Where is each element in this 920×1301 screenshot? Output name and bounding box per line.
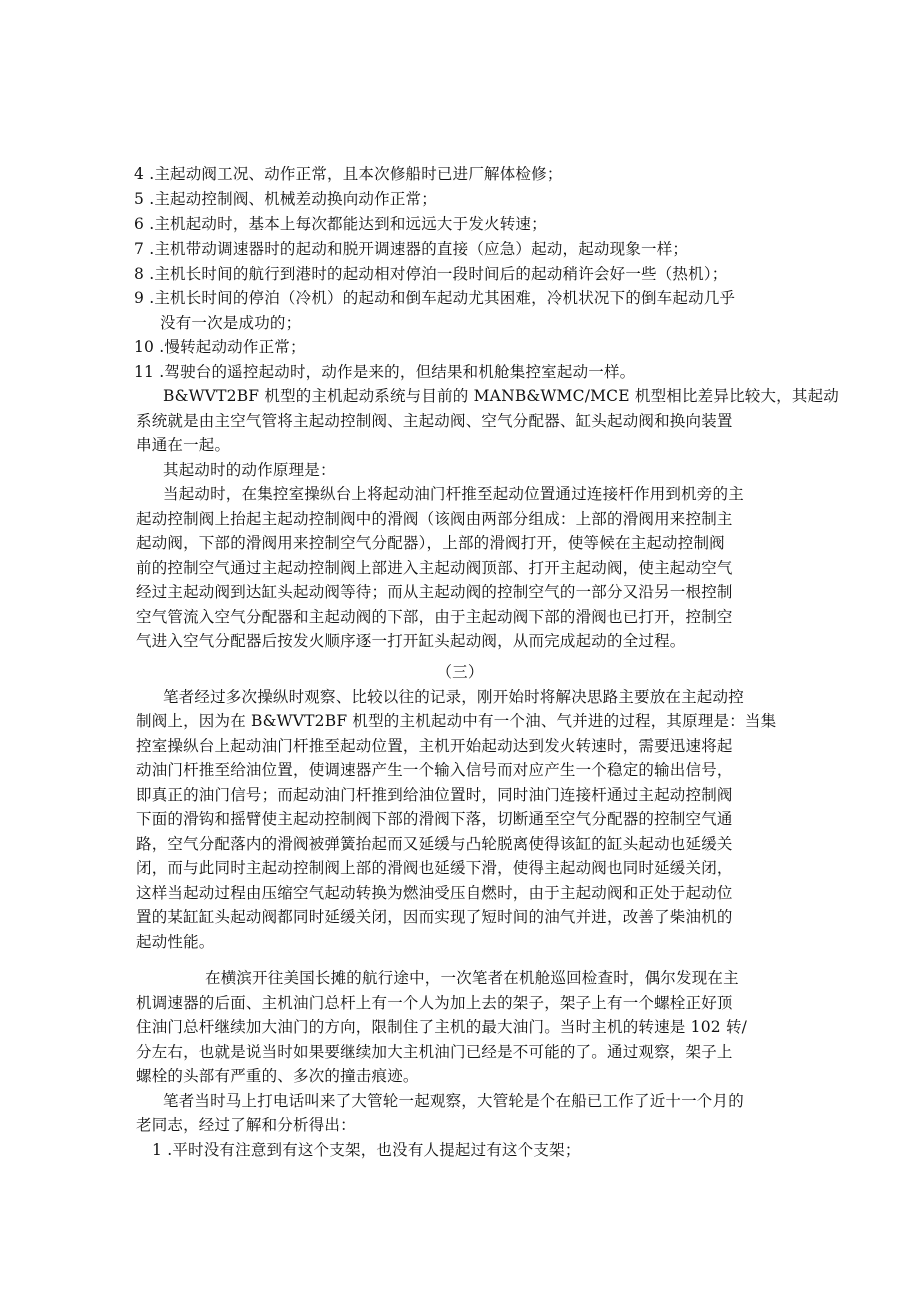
paragraph-line: 起动阀，下部的滑阀用来控制空气分配器），上部的滑阀打开，使等候在主起动控制阀 (136, 534, 725, 552)
list-item-10: 10 .慢转起动动作正常； (134, 338, 306, 356)
paragraph-line: 机调速器的后面、主机油门总杆上有一个人为加上去的架子，架子上有一个螺栓正好顶 (136, 994, 733, 1012)
list-item-5: 5 .主起动控制阀、机械差动换向动作正常； (134, 190, 437, 208)
paragraph-line: 制阀上，因为在 B&WVT2BF 机型的主机起动中有一个油、气并进的过程，其原理是：当集 (136, 712, 777, 730)
paragraph-line: 起动控制阀上抬起主起动控制阀中的滑阀（该阀由两部分组成：上部的滑阀用来控制主 (136, 510, 733, 528)
list-item-9: 9 .主机长时间的停泊（冷机）的起动和倒车起动尤其困难，冷机状况下的倒车起动几乎 (134, 289, 736, 307)
paragraph-line: 住油门总杆继续加大油门的方向，限制住了主机的最大油门。当时主机的转速是 102 转/ (136, 1018, 748, 1036)
list-item-9-continued: 没有一次是成功的； (160, 314, 302, 332)
paragraph-line: 螺栓的头部有严重的、多次的撞击痕迹。 (136, 1067, 419, 1085)
paragraph-line: 路，空气分配落内的滑阀被弹簧抬起而又延缓与凸轮脱离使得该缸的缸头起动也延缓关 (136, 835, 733, 853)
paragraph-line: 空气管流入空气分配器和主起动阀的下部，由于主起动阀下部的滑阀也已打开，控制空 (136, 608, 733, 626)
paragraph-line: 气进入空气分配器后按发火顺序逐一打开缸头起动阀，从而完成起动的全过程。 (136, 632, 686, 650)
list-item-1: 1 .平时没有注意到有这个支架，也没有人提起过有这个支架； (152, 1141, 581, 1159)
list-item-8: 8 .主机长时间的航行到港时的起动相对停泊一段时间后的起动稍许会好一些（热机）； (134, 265, 728, 283)
principle-title: 其起动时的动作原理是： (163, 461, 336, 479)
paragraph-line: 即真正的油门信号；而起动油门杆推到给油位置时，同时油门连接杆通过主起动控制阀 (136, 786, 733, 804)
paragraph-line: 闭，而与此同时主起动控制阀上部的滑阀也延缓下滑，使得主起动阀也同时延缓关闭， (136, 859, 733, 877)
paragraph-line: 这样当起动过程由压缩空气起动转换为燃油受压自燃时，由于主起动阀和正处于起动位 (136, 884, 733, 902)
paragraph-line: 老同志，经过了解和分析得出： (136, 1116, 356, 1134)
paragraph-line: 起动性能。 (136, 933, 215, 951)
list-item-6: 6 .主机起动时，基本上每次都能达到和远远大于发火转速； (134, 215, 547, 233)
section-heading: （三） (436, 663, 484, 681)
paragraph-line: 笔者当时马上打电话叫来了大管轮一起观察，大管轮是个在船已工作了近十一个月的 (163, 1092, 744, 1110)
paragraph-line: 置的某缸缸头起动阀都同时延缓关闭，因而实现了短时间的油气并进，改善了柴油机的 (136, 908, 733, 926)
paragraph-line: 在横滨开往美国长摊的航行途中，一次笔者在机舱巡回检查时，偶尔发现在主 (205, 969, 739, 987)
paragraph-line: B&WVT2BF 机型的主机起动系统与目前的 MANB&WMC/MCE 机型相比差异比较大，其起动 (163, 387, 839, 405)
paragraph-line: 经过主起动阀到达缸头起动阀等待；而从主起动阀的控制空气的一部分又沿另一根控制 (136, 583, 733, 601)
list-item-4: 4 .主起动阀工况、动作正常，且本次修船时已进厂解体检修； (134, 165, 563, 183)
paragraph-line: 下面的滑钩和摇臂使主起动控制阀下部的滑阀下落，切断通至空气分配器的控制空气通 (136, 810, 733, 828)
paragraph-line: 分左右，也就是说当时如果要继续加大主机油门已经是不可能的了。通过观察，架子上 (136, 1043, 733, 1061)
paragraph-line: 串通在一起。 (136, 436, 231, 454)
paragraph-line: 当起动时，在集控室操纵台上将起动油门杆推至起动位置通过连接杆作用到机旁的主 (163, 485, 744, 503)
paragraph-line: 笔者经过多次操纵时观察、比较以往的记录，刚开始时将解决思路主要放在主起动控 (163, 688, 744, 706)
paragraph-line: 动油门杆推至给油位置，使调速器产生一个输入信号而对应产生一个稳定的输出信号， (136, 761, 733, 779)
paragraph-line: 控室操纵台上起动油门杆推至起动位置，主机开始起动达到发火转速时，需要迅速将起 (136, 737, 733, 755)
list-item-7: 7 .主机带动调速器时的起动和脱开调速器的直接（应急）起动，起动现象一样； (134, 240, 689, 258)
paragraph-line: 前的控制空气通过主起动控制阀上部进入主起动阀顶部、打开主起动阀，使主起动空气 (136, 559, 733, 577)
list-item-11: 11 .驾驶台的遥控起动时，动作是来的，但结果和机舱集控室起动一样。 (134, 363, 636, 381)
paragraph-line: 系统就是由主空气管将主起动控制阀、主起动阀、空气分配器、缸头起动阀和换向装置 (136, 412, 733, 430)
